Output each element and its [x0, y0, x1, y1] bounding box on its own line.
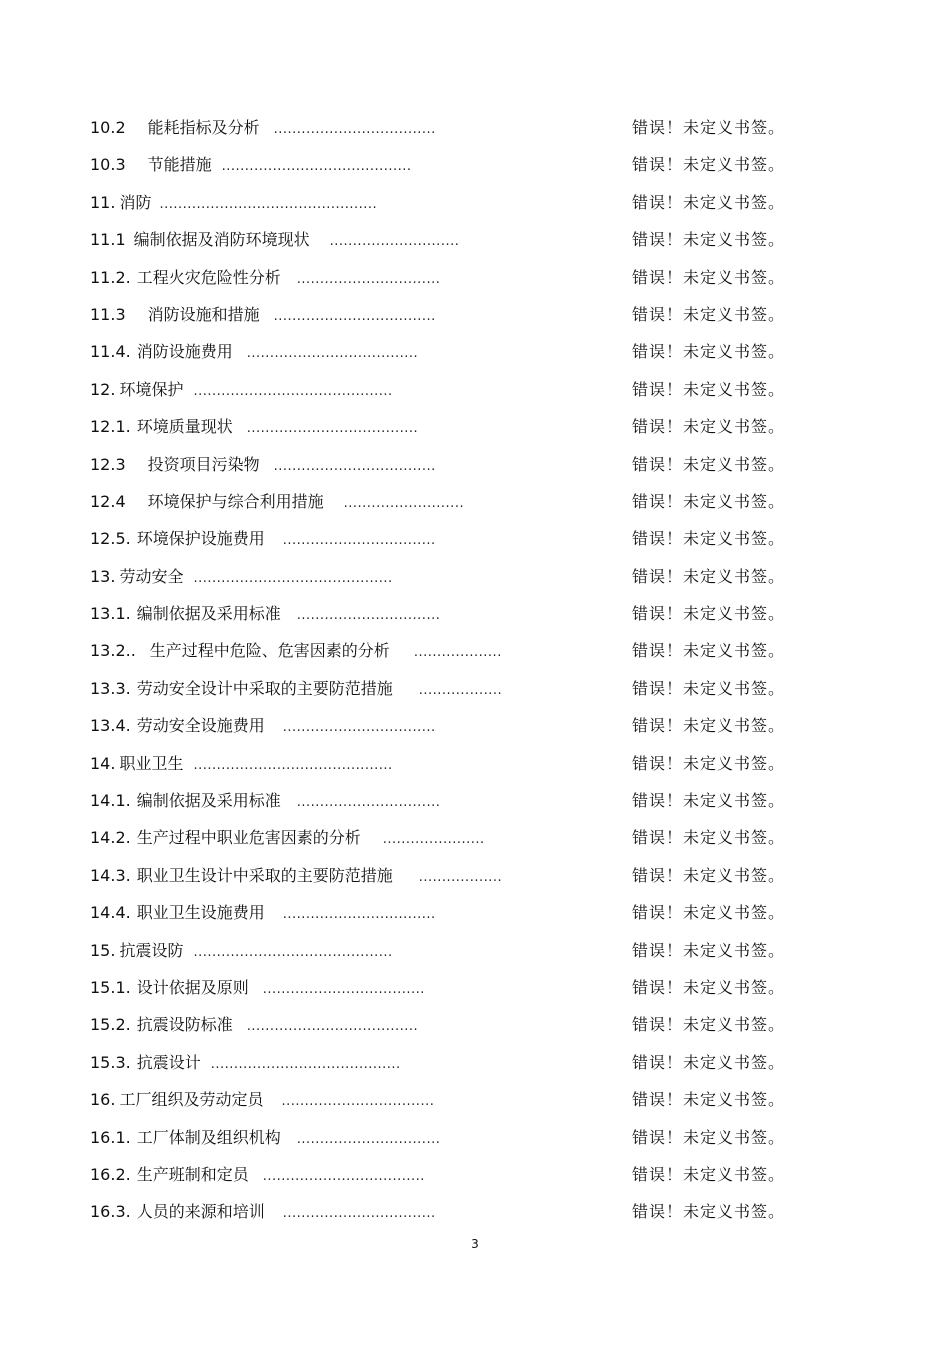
toc-entry-leader-dots: ............................... [296, 795, 441, 811]
toc-entry-title: 抗震设防标准 [136, 1015, 233, 1035]
toc-entry-title: 生产过程中职业危害因素的分析 [136, 828, 361, 848]
toc-entry-title: 职业卫生 [119, 753, 184, 773]
toc-entry-title: 节能措施 [147, 155, 212, 175]
toc-entry-leader-dots: .................. [418, 682, 503, 698]
toc-entry-page-ref: 错误！未定义书签。 [632, 716, 786, 736]
toc-entry-number: 14.1. [90, 791, 131, 811]
toc-entry-number: 10.3 [90, 155, 126, 175]
toc-entry-page-ref: 错误！未定义书签。 [632, 791, 786, 811]
toc-entry-page-ref: 错误！未定义书签。 [632, 379, 786, 399]
toc-entry-leader-dots: ........................................... [193, 570, 393, 586]
toc-entry-leader-dots: ................................... [273, 122, 436, 137]
toc-entry-leader-dots: ...................... [382, 832, 485, 848]
toc-entry-page-ref: 错误！未定义书签。 [632, 192, 786, 212]
toc-entry-number: 15. [90, 940, 116, 960]
table-of-contents [90, 109, 810, 1231]
toc-entry-page-ref: 错误！未定义书签。 [632, 1015, 786, 1035]
toc-entry-leader-dots: ................................... [273, 308, 436, 324]
toc-entry-number: 13. [90, 566, 116, 586]
toc-entry-page-ref: 错误！未定义书签。 [632, 678, 786, 698]
toc-entry-title: 工程火灾危险性分析 [136, 267, 281, 287]
page-number: 3 [471, 1237, 479, 1251]
toc-entry-number: 11.2. [90, 267, 131, 287]
toc-entry-title: 能耗指标及分析 [147, 118, 260, 137]
toc-entry-number: 15.1. [90, 977, 131, 997]
toc-entry-leader-dots: .......................... [343, 495, 465, 511]
toc-entry-leader-dots: ................................. [282, 720, 436, 736]
toc-entry[interactable] [90, 857, 810, 894]
toc-entry-leader-dots: ................................. [281, 1094, 435, 1110]
toc-entry-leader-dots: ................... [413, 645, 502, 661]
toc-entry-title: 工厂体制及组织机构 [136, 1127, 281, 1147]
toc-entry-leader-dots: ........................................... [193, 383, 393, 399]
toc-entry[interactable] [90, 745, 810, 782]
toc-entry-leader-dots: ................................... [273, 458, 436, 474]
toc-entry-title: 编制依据及采用标准 [136, 604, 281, 624]
toc-entry[interactable] [90, 259, 810, 296]
toc-entry-title: 环境保护设施费用 [136, 529, 265, 549]
toc-entry[interactable] [90, 558, 810, 595]
toc-entry-number: 14. [90, 753, 116, 773]
toc-entry-title: 消防设施费用 [136, 342, 233, 362]
toc-entry-number: 13.2.. [90, 641, 136, 661]
toc-entry-page-ref: 错误！未定义书签。 [632, 753, 786, 773]
toc-entry-page-ref: 错误！未定义书签。 [632, 454, 786, 474]
toc-entry-leader-dots: ..................................... [246, 421, 419, 437]
toc-entry-number: 15.2. [90, 1015, 131, 1035]
toc-entry[interactable] [90, 446, 810, 483]
toc-entry-number: 16.2. [90, 1164, 131, 1184]
toc-entry[interactable] [90, 969, 810, 1006]
toc-entry-title: 抗震设防 [119, 940, 184, 960]
toc-entry-title: 编制依据及消防环境现状 [133, 230, 310, 250]
toc-entry-number: 10.2 [90, 118, 126, 137]
toc-entry-number: 14.3. [90, 865, 131, 885]
toc-entry-number: 11. [90, 192, 116, 212]
toc-entry[interactable] [90, 109, 810, 146]
toc-entry[interactable] [90, 819, 810, 856]
toc-entry-number: 16.3. [90, 1202, 131, 1222]
toc-entry-title: 职业卫生设计中采取的主要防范措施 [136, 865, 393, 885]
toc-entry-page-ref: 错误！未定义书签。 [632, 566, 786, 586]
toc-entry-number: 16.1. [90, 1127, 131, 1147]
toc-entry-leader-dots: ................................... [262, 1168, 425, 1184]
toc-entry-title: 劳动安全设计中采取的主要防范措施 [136, 678, 393, 698]
toc-entry-title: 劳动安全 [119, 566, 184, 586]
toc-entry-page-ref: 错误！未定义书签。 [632, 342, 786, 362]
toc-entry[interactable] [90, 707, 810, 744]
toc-entry[interactable] [90, 1006, 810, 1043]
toc-entry-leader-dots: ........................................... [193, 757, 393, 773]
toc-entry-page-ref: 错误！未定义书签。 [632, 230, 786, 250]
toc-entry-page-ref: 错误！未定义书签。 [632, 529, 786, 549]
toc-entry-title: 人员的来源和培训 [136, 1202, 265, 1222]
toc-entry-page-ref: 错误！未定义书签。 [632, 118, 786, 137]
toc-entry-number: 13.4. [90, 716, 131, 736]
toc-entry-leader-dots: ................................. [282, 533, 436, 549]
toc-entry[interactable] [90, 595, 810, 632]
toc-entry-page-ref: 错误！未定义书签。 [632, 903, 786, 923]
toc-entry-title: 设计依据及原则 [136, 977, 249, 997]
toc-entry-page-ref: 错误！未定义书签。 [632, 828, 786, 848]
toc-entry-page-ref: 错误！未定义书签。 [632, 865, 786, 885]
toc-entry-title: 环境质量现状 [136, 417, 233, 437]
toc-entry-number: 12. [90, 379, 116, 399]
toc-entry[interactable] [90, 894, 810, 931]
toc-entry-number: 15.3. [90, 1052, 131, 1072]
toc-entry-title: 环境保护 [119, 379, 184, 399]
toc-entry-number: 13.3. [90, 678, 131, 698]
toc-entry-leader-dots: ......................................... [221, 159, 412, 175]
toc-entry-page-ref: 错误！未定义书签。 [632, 267, 786, 287]
toc-entry-page-ref: 错误！未定义书签。 [632, 155, 786, 175]
toc-entry-number: 12.5. [90, 529, 131, 549]
toc-entry-page-ref: 错误！未定义书签。 [632, 417, 786, 437]
toc-entry-page-ref: 错误！未定义书签。 [632, 1090, 786, 1110]
toc-entry[interactable] [90, 1044, 810, 1081]
toc-entry-leader-dots: ..................................... [246, 1019, 419, 1035]
toc-entry-page-ref: 错误！未定义书签。 [632, 1052, 786, 1072]
toc-entry-title: 消防 [119, 192, 152, 212]
toc-entry-page-ref: 错误！未定义书签。 [632, 940, 786, 960]
toc-entry-page-ref: 错误！未定义书签。 [632, 604, 786, 624]
toc-entry-leader-dots: ............................... [296, 1131, 441, 1147]
toc-entry-page-ref: 错误！未定义书签。 [632, 641, 786, 661]
toc-entry[interactable] [90, 1119, 810, 1156]
toc-entry[interactable] [90, 1193, 810, 1230]
toc-entry[interactable] [90, 782, 810, 819]
toc-entry[interactable] [90, 520, 810, 557]
toc-entry-leader-dots: ................................... [262, 981, 425, 997]
toc-entry-number: 11.3 [90, 304, 126, 324]
toc-entry[interactable] [90, 371, 810, 408]
toc-entry-title: 生产班制和定员 [136, 1164, 249, 1184]
toc-entry-title: 编制依据及采用标准 [136, 791, 281, 811]
toc-entry-title: 环境保护与综合利用措施 [147, 491, 324, 511]
toc-entry-title: 劳动安全设施费用 [136, 716, 265, 736]
toc-entry-page-ref: 错误！未定义书签。 [632, 1202, 786, 1222]
toc-entry-leader-dots: ................................. [282, 907, 436, 923]
toc-entry-title: 工厂组织及劳动定员 [119, 1090, 264, 1110]
toc-entry-number: 12.4 [90, 491, 126, 511]
toc-entry[interactable] [90, 1156, 810, 1193]
toc-entry-number: 12.3 [90, 454, 126, 474]
toc-entry-number: 11.4. [90, 342, 131, 362]
toc-entry-number: 16. [90, 1090, 116, 1110]
toc-entry[interactable] [90, 932, 810, 969]
toc-entry-leader-dots: ............................... [296, 271, 441, 287]
toc-entry-page-ref: 错误！未定义书签。 [632, 1127, 786, 1147]
toc-entry[interactable] [90, 632, 810, 669]
toc-entry-title: 生产过程中危险、危害因素的分析 [149, 641, 390, 661]
toc-entry-number: 14.2. [90, 828, 131, 848]
toc-entry[interactable] [90, 146, 810, 183]
toc-entry-title: 消防设施和措施 [147, 304, 260, 324]
toc-entry-title: 职业卫生设施费用 [136, 903, 265, 923]
toc-entry[interactable] [90, 333, 810, 370]
toc-entry-leader-dots: ......................................... [210, 1056, 401, 1072]
toc-entry-leader-dots: ................................. [282, 1206, 436, 1222]
toc-entry-number: 12.1. [90, 417, 131, 437]
toc-entry-leader-dots: ........................................... [193, 944, 393, 960]
toc-entry[interactable] [90, 408, 810, 445]
toc-entry-number: 14.4. [90, 903, 131, 923]
toc-entry-page-ref: 错误！未定义书签。 [632, 304, 786, 324]
toc-entry-leader-dots: .................. [418, 869, 503, 885]
toc-entry[interactable] [90, 221, 810, 258]
toc-entry[interactable] [90, 184, 810, 221]
toc-entry[interactable] [90, 1081, 810, 1118]
toc-entry[interactable] [90, 483, 810, 520]
toc-entry[interactable] [90, 296, 810, 333]
toc-entry-page-ref: 错误！未定义书签。 [632, 977, 786, 997]
toc-entry-number: 11.1 [90, 230, 126, 250]
toc-entry-leader-dots: ............................... [296, 608, 441, 624]
toc-entry[interactable] [90, 670, 810, 707]
toc-entry-page-ref: 错误！未定义书签。 [632, 1164, 786, 1184]
toc-entry-title: 投资项目污染物 [147, 454, 260, 474]
toc-entry-leader-dots: ............................ [329, 234, 460, 250]
toc-entry-page-ref: 错误！未定义书签。 [632, 491, 786, 511]
toc-entry-title: 抗震设计 [136, 1052, 201, 1072]
toc-entry-number: 13.1. [90, 604, 131, 624]
toc-entry-leader-dots: ............................................... [159, 196, 378, 212]
toc-entry-leader-dots: ..................................... [246, 346, 419, 362]
